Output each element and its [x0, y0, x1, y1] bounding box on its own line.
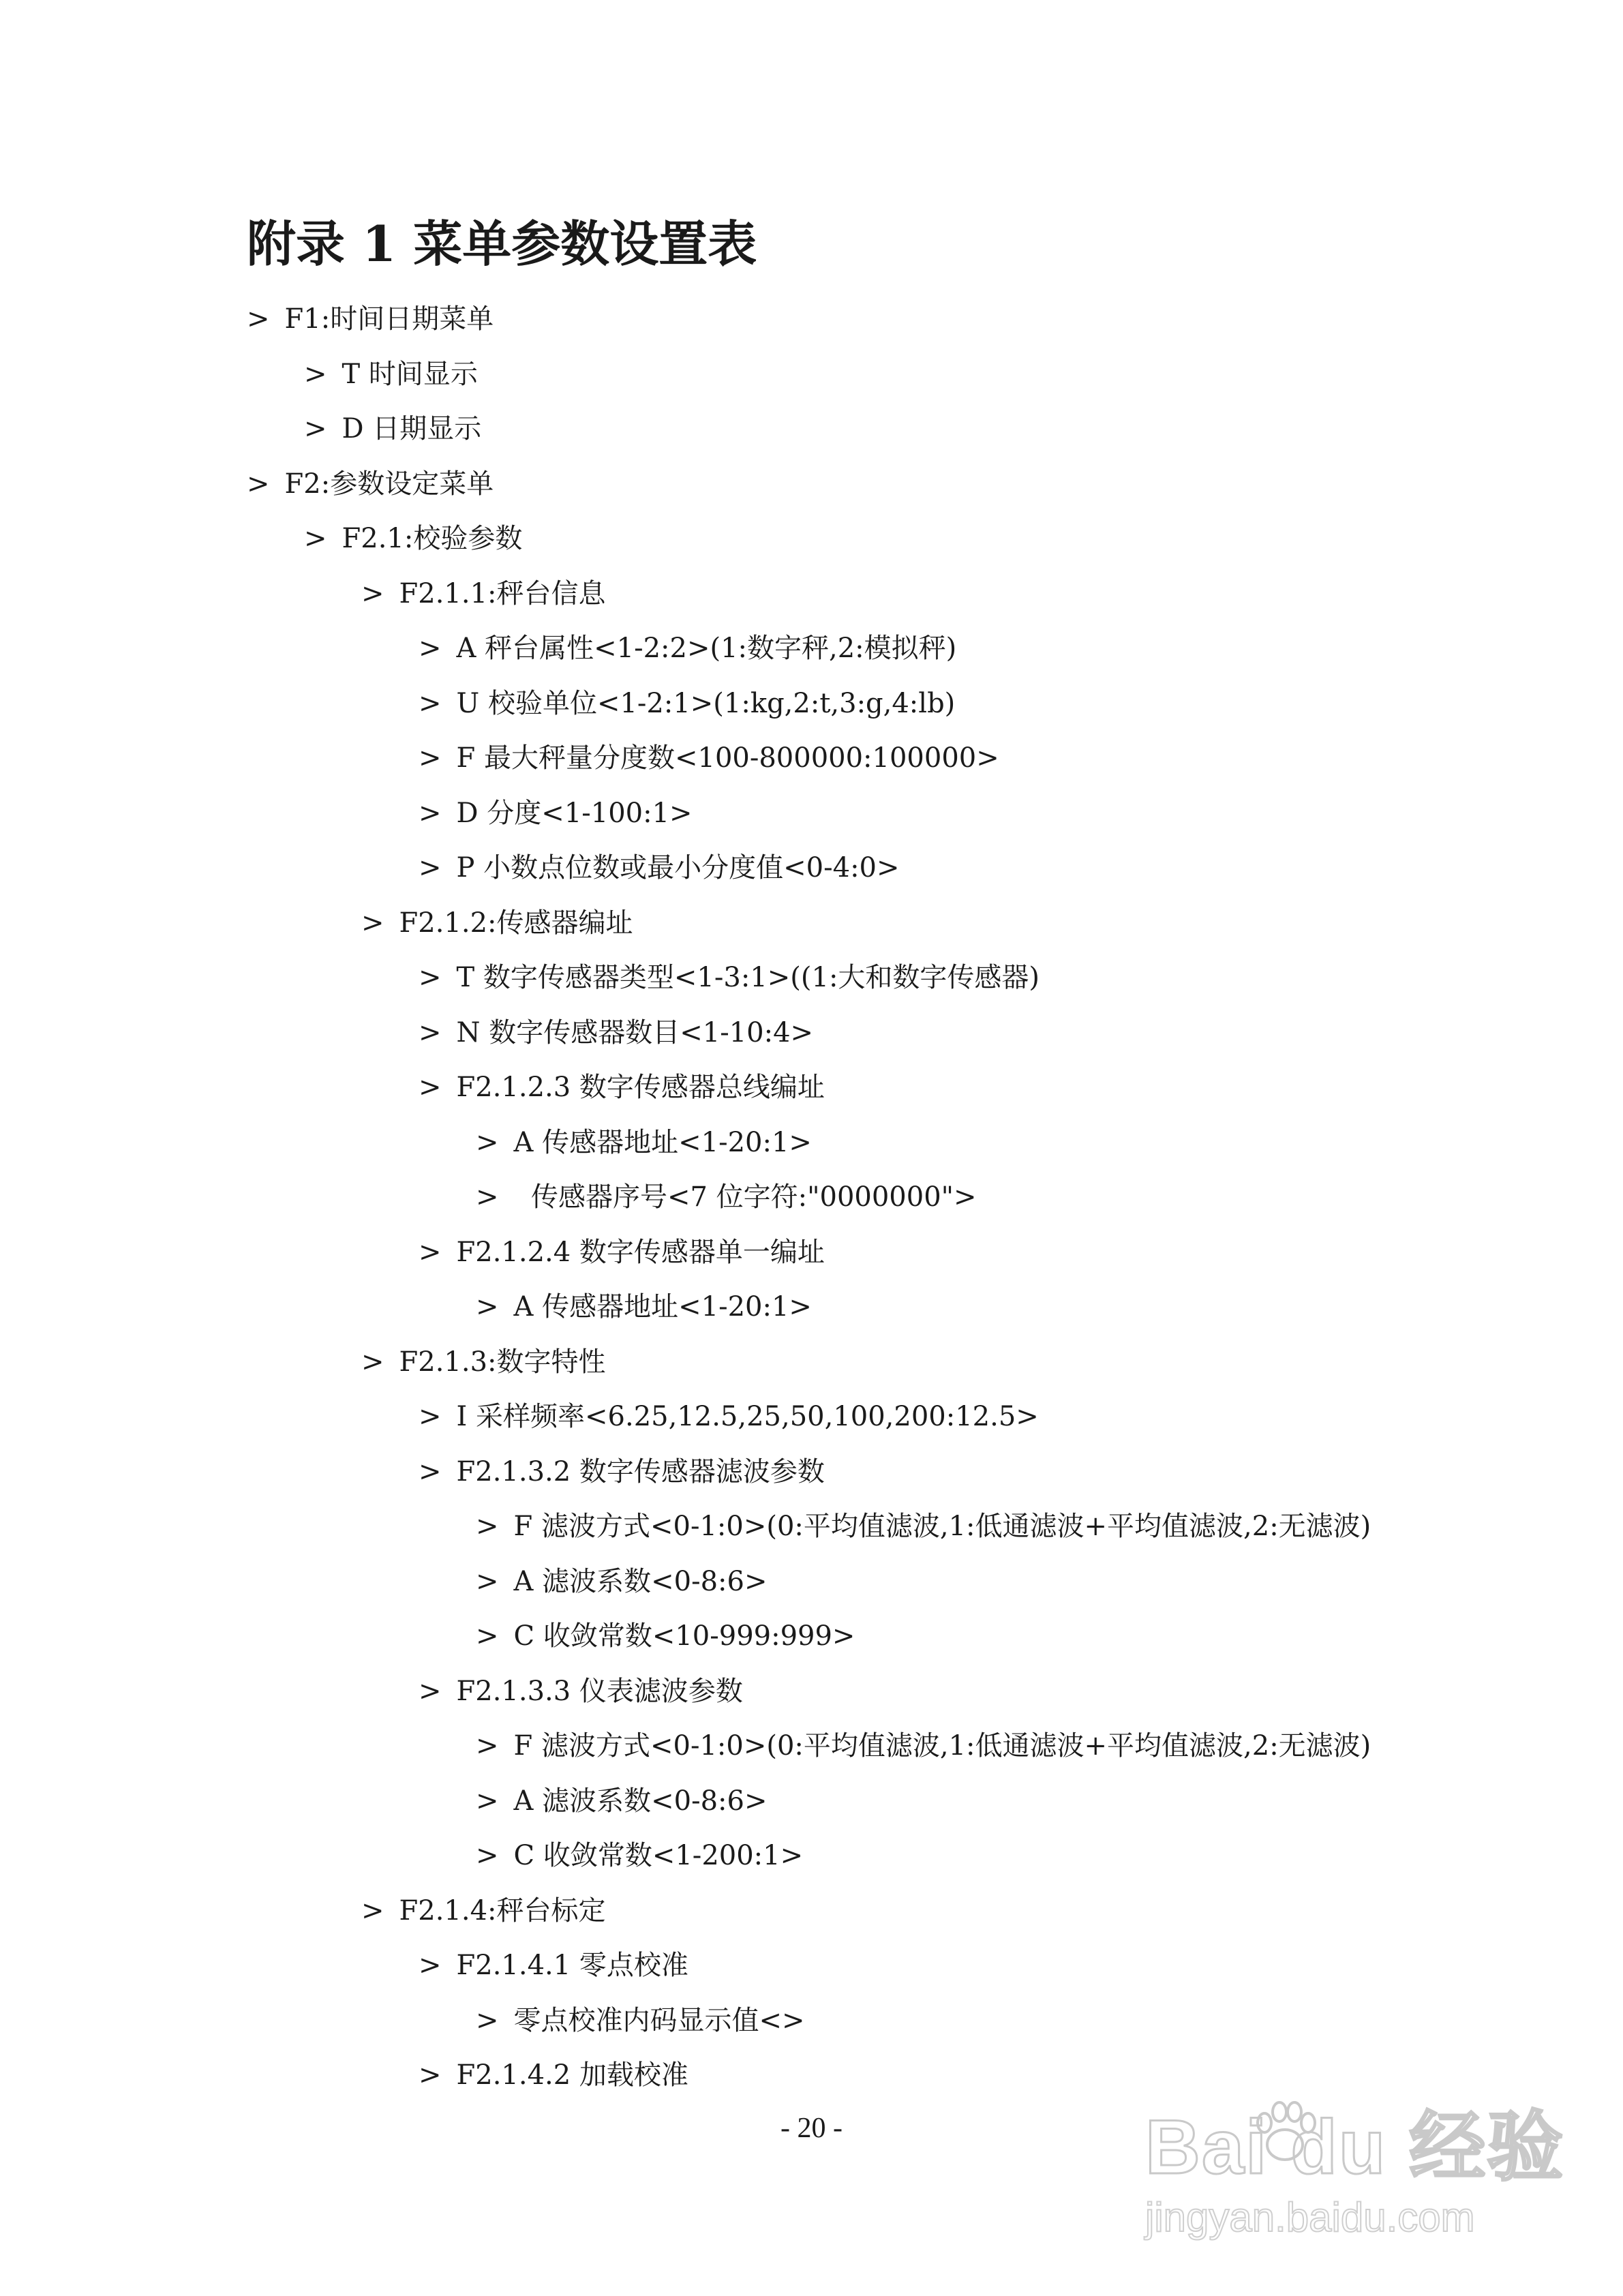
- menu-item-level-3: [247, 1664, 1371, 1719]
- menu-item-marker: >: [419, 1401, 442, 1432]
- menu-item-label: A 传感器地址<1-20:1>: [513, 1291, 812, 1323]
- menu-item-label: 零点校准内码显示值<>: [513, 2004, 805, 2036]
- menu-item-label: D 分度<1-100:1>: [456, 797, 693, 829]
- menu-item-marker: >: [419, 742, 442, 774]
- menu-item-marker: >: [476, 1181, 499, 1213]
- menu-item-label: A 传感器地址<1-20:1>: [513, 1126, 812, 1158]
- menu-item-level-3: [247, 1445, 1371, 1500]
- menu-item-marker: >: [304, 523, 327, 554]
- menu-item-level-3: [247, 731, 1371, 786]
- menu-item-level-3: [247, 950, 1371, 1006]
- menu-item-label: F2.1.4:秤台标定: [399, 1894, 606, 1927]
- menu-item-label: T 时间显示: [342, 358, 478, 390]
- menu-item-marker: >: [419, 1072, 442, 1103]
- menu-item-label: F1:时间日期菜单: [284, 303, 494, 335]
- menu-item-marker: >: [419, 797, 442, 829]
- menu-item-level-2: [247, 1335, 1371, 1390]
- menu-tree: [247, 292, 1371, 2103]
- menu-item-level-4: [247, 1993, 1371, 2049]
- menu-item-marker: >: [361, 577, 384, 609]
- menu-item-marker: >: [476, 1840, 499, 1871]
- menu-item-level-3: [247, 676, 1371, 731]
- menu-item-marker: >: [361, 1894, 384, 1927]
- menu-item-label: F 滤波方式<0-1:0>(0:平均值滤波,1:低通滤波+平均值滤波,2:无滤波): [513, 1730, 1371, 1762]
- menu-item-marker: >: [476, 1291, 499, 1323]
- menu-item-label: P 小数点位数或最小分度值<0-4:0>: [456, 852, 900, 883]
- page-title: 附录 1 菜单参数设置表: [247, 215, 757, 273]
- menu-item-marker: >: [419, 852, 442, 883]
- menu-item-level-4: [247, 1828, 1371, 1884]
- menu-item-marker: >: [419, 1236, 442, 1268]
- menu-item-marker: >: [476, 1730, 499, 1762]
- menu-item-level-3: [247, 1938, 1371, 1993]
- menu-item-marker: >: [304, 358, 327, 390]
- menu-item-marker: >: [419, 687, 442, 719]
- menu-item-level-0: [247, 457, 1371, 512]
- menu-item-level-4: [247, 1280, 1371, 1335]
- menu-item-level-4: [247, 1609, 1371, 1664]
- menu-item-label: N 数字传感器数目<1-10:4>: [456, 1016, 814, 1048]
- menu-item-level-3: [247, 1225, 1371, 1280]
- menu-item-marker: >: [419, 1950, 442, 1981]
- menu-item-label: F2.1:校验参数: [342, 523, 523, 554]
- menu-item-label: F2.1.3.2 数字传感器滤波参数: [456, 1455, 825, 1487]
- menu-item-label: D 日期显示: [342, 413, 482, 444]
- menu-item-marker: >: [419, 633, 442, 664]
- menu-item-label: C 收敛常数<1-200:1>: [513, 1840, 804, 1871]
- menu-item-level-3: [247, 1060, 1371, 1115]
- menu-item-marker: >: [476, 1785, 499, 1817]
- menu-item-label: 传感器序号<7 位字符:"0000000">: [513, 1181, 977, 1213]
- menu-item-level-3: [247, 1006, 1371, 1061]
- menu-item-level-4: [247, 1554, 1371, 1610]
- menu-item-marker: >: [476, 1620, 499, 1652]
- menu-item-label: F2.1.2.3 数字传感器总线编址: [456, 1072, 825, 1103]
- menu-item-level-3: [247, 1389, 1371, 1445]
- menu-item-level-4: [247, 1719, 1371, 1774]
- menu-item-label: A 滤波系数<0-8:6>: [513, 1785, 768, 1817]
- menu-item-level-4: [247, 1774, 1371, 1829]
- watermark-url: jingyan.baidu.com: [1145, 2194, 1475, 2240]
- menu-item-level-0: [247, 292, 1371, 347]
- watermark-logo: Bai du 经验: [1145, 2104, 1565, 2190]
- menu-item-level-2: [247, 567, 1371, 622]
- menu-item-label: F2.1.2:传感器编址: [399, 907, 633, 939]
- menu-item-level-1: [247, 347, 1371, 402]
- menu-item-level-4: [247, 1170, 1371, 1225]
- menu-item-level-4: [247, 1499, 1371, 1554]
- menu-item-label: U 校验单位<1-2:1>(1:kg,2:t,3:g,4:lb): [456, 687, 956, 719]
- menu-item-label: A 秤台属性<1-2:2>(1:数字秤,2:模拟秤): [456, 633, 957, 664]
- page-number: - 20 -: [780, 2113, 843, 2144]
- menu-item-level-1: [247, 511, 1371, 567]
- menu-item-label: I 采样频率<6.25,12.5,25,50,100,200:12.5>: [456, 1401, 1039, 1432]
- menu-item-level-3: [247, 621, 1371, 676]
- menu-item-marker: >: [419, 1675, 442, 1707]
- menu-item-label: F2.1.3.3 仪表滤波参数: [456, 1675, 743, 1707]
- menu-item-label: F2:参数设定菜单: [284, 468, 494, 500]
- menu-item-level-1: [247, 402, 1371, 457]
- menu-item-label: F2.1.1:秤台信息: [399, 577, 606, 609]
- menu-item-marker: >: [419, 2059, 442, 2091]
- menu-item-marker: >: [419, 962, 442, 993]
- menu-item-marker: >: [476, 1565, 499, 1597]
- menu-item-label: F2.1.4.2 加载校准: [456, 2059, 688, 2091]
- menu-item-label: C 收敛常数<10-999:999>: [513, 1620, 855, 1652]
- menu-item-marker: >: [361, 907, 384, 939]
- menu-item-level-3: [247, 2048, 1371, 2103]
- menu-item-label: F2.1.2.4 数字传感器单一编址: [456, 1236, 825, 1268]
- menu-item-label: F2.1.3:数字特性: [399, 1346, 606, 1378]
- menu-item-level-2: [247, 896, 1371, 951]
- menu-item-marker: >: [361, 1346, 384, 1378]
- menu-item-level-4: [247, 1115, 1371, 1170]
- menu-item-marker: >: [419, 1455, 442, 1487]
- menu-item-marker: >: [304, 413, 327, 444]
- menu-item-label: F2.1.4.1 零点校准: [456, 1950, 688, 1981]
- menu-item-marker: >: [476, 1511, 499, 1542]
- menu-item-marker: >: [476, 2004, 499, 2036]
- menu-item-level-2: [247, 1884, 1371, 1939]
- menu-item-label: F 滤波方式<0-1:0>(0:平均值滤波,1:低通滤波+平均值滤波,2:无滤波): [513, 1511, 1371, 1542]
- menu-item-marker: >: [247, 303, 270, 335]
- menu-item-level-3: [247, 786, 1371, 841]
- menu-item-label: A 滤波系数<0-8:6>: [513, 1565, 768, 1597]
- menu-item-label: T 数字传感器类型<1-3:1>((1:大和数字传感器): [456, 962, 1040, 993]
- menu-item-marker: >: [419, 1016, 442, 1048]
- menu-item-marker: >: [247, 468, 270, 500]
- menu-item-marker: >: [476, 1126, 499, 1158]
- menu-item-level-3: [247, 841, 1371, 896]
- menu-item-label: F 最大秤量分度数<100-800000:100000>: [456, 742, 999, 774]
